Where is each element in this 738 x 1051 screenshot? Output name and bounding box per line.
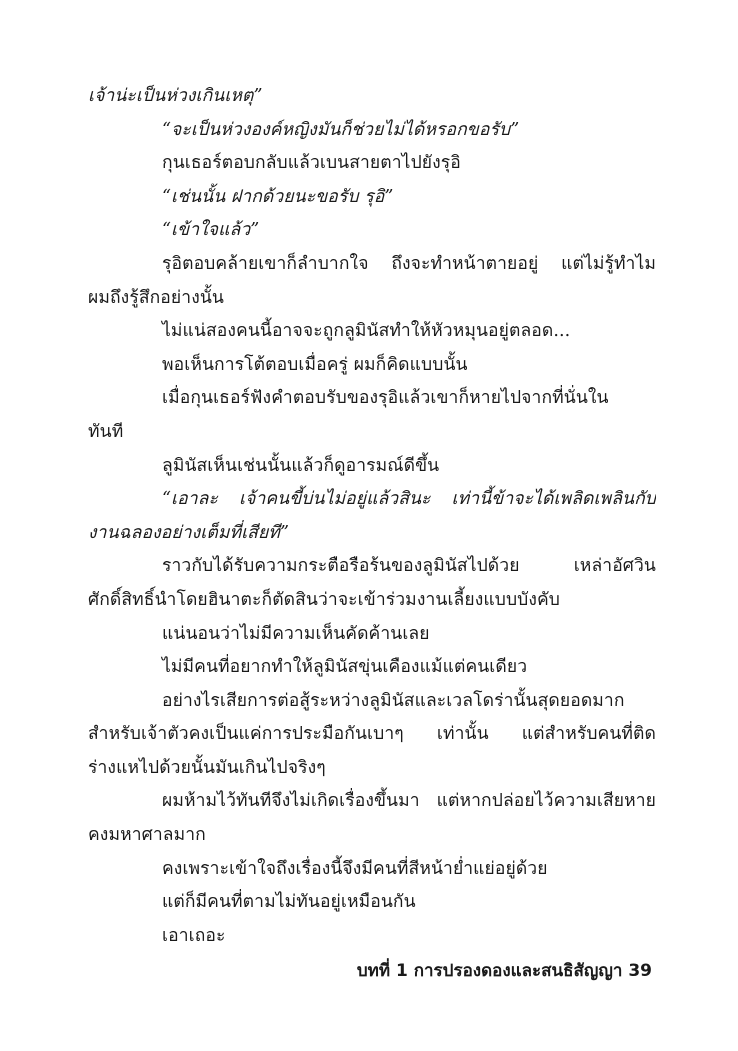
text-line: พอเห็นการโต้ตอบเมื่อครู่ ผมก็คิดแบบนั้น [162, 354, 468, 375]
text-line: ผมถึงรู้สึกอย่างนั้น [88, 287, 224, 308]
text-line: สำหรับเจ้าตัวคงเป็นแค่การประมือกันเบาๆ เท่านั้น แต่สำหรับคนที่ติด [88, 724, 656, 745]
text-line: เจ้าน่ะเป็นห่วงเกินเหตุ” [88, 86, 263, 106]
text-line: อย่างไรเสียการต่อสู้ระหว่างลูมินัสและเวลโดร่านั้นสุดยอดมาก [162, 690, 625, 711]
text-line: “เช่นนั้น ฝากด้วยนะขอรับ รุอิ” [162, 186, 394, 207]
text-line: ราวกับได้รับความกระตือรือร้นของลูมินัสไปด้วย เหล่าอัศวิน [162, 556, 656, 577]
text-line: ลูมินัสเห็นเช่นนั้นแล้วก็ดูอารมณ์ดีขึ้น [162, 455, 440, 476]
text-line: แต่ก็มีคนที่ตามไม่ทันอยู่เหมือนกัน [162, 892, 416, 913]
text-line: ไม่มีคนที่อยากทำให้ลูมินัสขุ่นเคืองแม้แต่คนเดียว [162, 657, 528, 678]
text-line: คงมหาศาลมาก [88, 825, 206, 846]
text-line: “เข้าใจแล้ว” [162, 220, 260, 241]
text-line: ทันที [88, 421, 124, 442]
page-footer: บทที่ 1 การปรองดองและสนธิสัญญา 39 [356, 961, 652, 981]
text-line: ศักดิ์สิทธิ์นำโดยฮินาตะก็ตัดสินว่าจะเข้าร่วมงานเลี้ยงแบบบังคับ [88, 589, 561, 610]
text-line: คงเพราะเข้าใจถึงเรื่องนี้จึงมีคนที่สีหน้าย่ำแย่อยู่ด้วย [162, 858, 548, 879]
text-line: เอาเถอะ [162, 925, 226, 946]
text-line: เมื่อกุนเธอร์ฟังคำตอบรับของรุอิแล้วเขาก็หายไปจากที่นั่นใน [162, 388, 609, 409]
text-line: รุอิตอบคล้ายเขาก็ลำบากใจ ถึงจะทำหน้าตายอยู่ แต่ไม่รู้ทำไม [162, 253, 656, 274]
text-line: งานฉลองอย่างเต็มที่เสียที” [88, 522, 289, 543]
text-line: ร่างแหไปด้วยนั้นมันเกินไปจริงๆ [88, 757, 326, 778]
text-line: แน่นอนว่าไม่มีความเห็นคัดค้านเลย [162, 623, 430, 644]
text-line: ผมห้ามไว้ทันทีจึงไม่เกิดเรื่องขึ้นมา แต่หากปล่อยไว้ความเสียหาย [162, 791, 656, 812]
text-line: ไม่แน่สองคนนี้อาจจะถูกลูมินัสทำให้หัวหมุนอยู่ตลอด... [162, 321, 571, 342]
body-text [88, 80, 656, 953]
text-line: กุนเธอร์ตอบกลับแล้วเบนสายตาไปยังรุอิ [162, 153, 461, 174]
text-line: “จะเป็นห่วงองค์หญิงมันก็ช่วยไม่ได้หรอกขอรับ” [162, 119, 520, 140]
text-line: “เอาละ เจ้าคนขี้บ่นไม่อยู่แล้วสินะ เท่านี้ข้าจะได้เพลิดเพลินกับ [162, 489, 656, 510]
